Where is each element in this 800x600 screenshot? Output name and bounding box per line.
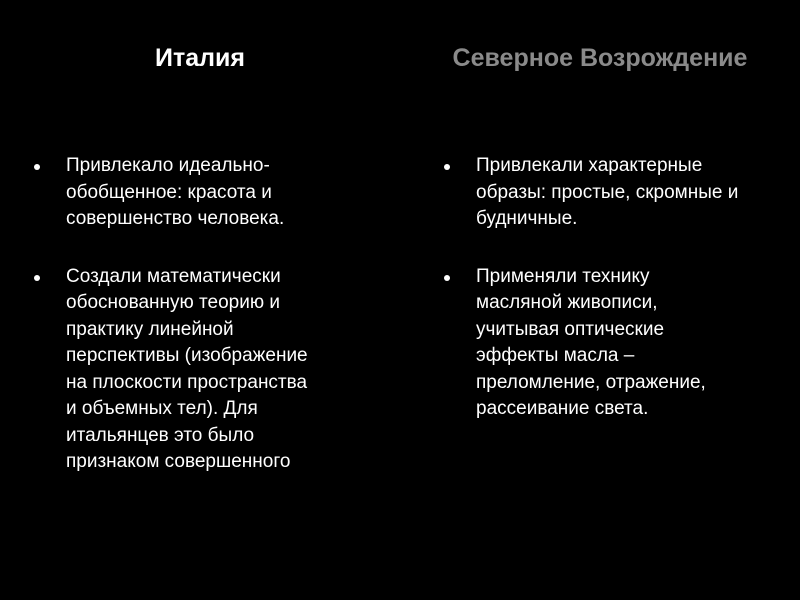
italy-bullet-text-1: Привлекало идеально-обобщенное: красота и совершенство человека. xyxy=(66,155,285,229)
northern-renaissance-column xyxy=(400,0,800,600)
northern-bullet-item-1 xyxy=(440,153,740,233)
northern-bullet-item-2 xyxy=(440,264,740,423)
bullet-icon xyxy=(34,275,40,281)
bullet-icon xyxy=(444,164,450,170)
northern-renaissance-heading: Северное Возрождение xyxy=(452,44,748,72)
italy-bullet-text-2: Создали математически обоснованную теорию и практику линейной перспективы (изображение на плоскости пространства и объемных тел). Для итальянцев это было признаком совершенного xyxy=(66,265,308,472)
northern-renaissance-bullet-list xyxy=(440,153,740,454)
northern-bullet-text-1: Привлекали характерные образы: простые, скромные и будничные. xyxy=(476,155,739,229)
bullet-icon xyxy=(444,275,450,281)
italy-bullet-list xyxy=(30,153,315,507)
italy-bullet-item-1 xyxy=(30,153,315,233)
italy-heading: Италия xyxy=(155,44,245,72)
italy-bullet-item-2 xyxy=(30,264,315,476)
northern-bullet-text-2: Применяли технику масляной живописи, учитывая оптические эффекты масла – преломление, отражение, рассеивание света. xyxy=(476,265,706,419)
bullet-icon xyxy=(34,164,40,170)
